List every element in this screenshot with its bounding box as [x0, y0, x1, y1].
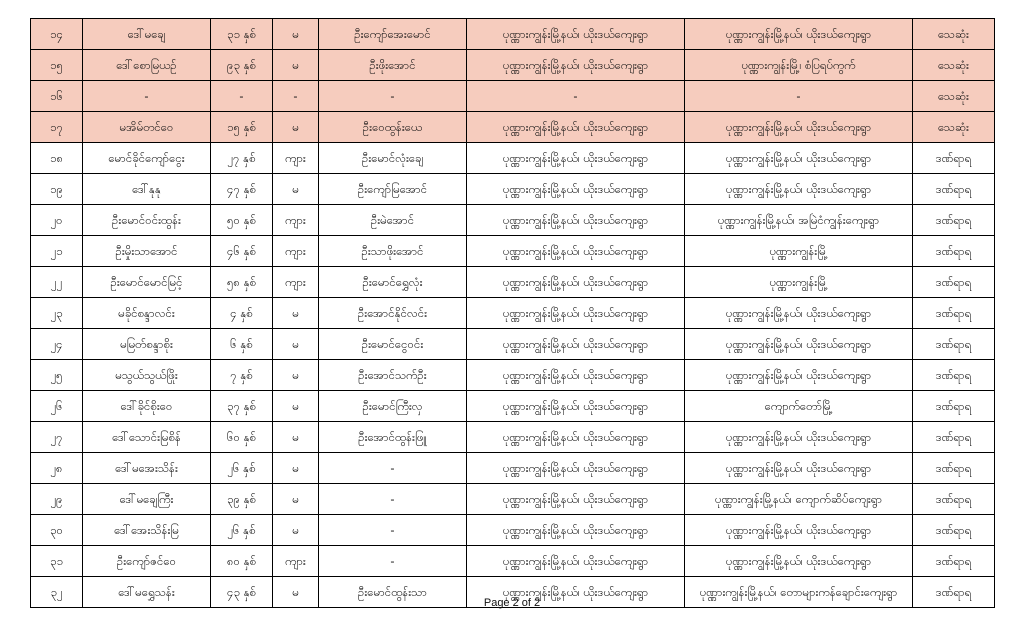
cell-age: ၇ နှစ် [211, 360, 273, 391]
cell-sex: မ [273, 19, 319, 50]
cell-address2: ပုဏ္ဏားကျွန်းမြို့နယ်၊ ယိုးဒယ်ကျေးရွာ [685, 546, 913, 577]
cell-father: ဦးမောင်ငွေဝင်း [319, 329, 467, 360]
cell-address1: ပုဏ္ဏားကျွန်းမြို့နယ်၊ ယိုးဒယ်ကျေးရွာ [467, 50, 685, 81]
cell-name: - [83, 81, 211, 112]
cell-address2: ပုဏ္ဏားကျွန်းမြို့နယ်၊ ယိုးဒယ်ကျေးရွာ [685, 298, 913, 329]
table-row [31, 236, 995, 267]
cell-no: ၂၉ [31, 484, 83, 515]
casualty-table [30, 18, 995, 608]
cell-name: ဦးမောင်ဝင်းထွန်း [83, 205, 211, 236]
cell-name: မောင်ခိုင်ကျော်ငွေး [83, 143, 211, 174]
cell-address2: ကျောက်တော်မြို့ [685, 391, 913, 422]
cell-name: မမြတ်စန္ဒာစိုး [83, 329, 211, 360]
cell-age: ၃၇ နှစ် [211, 391, 273, 422]
cell-name: ဦးမှိုးသာအောင် [83, 236, 211, 267]
table-row [31, 484, 995, 515]
cell-age: ၅၈ နှစ် [211, 267, 273, 298]
cell-no: ၃၀ [31, 515, 83, 546]
cell-address2: ပုဏ္ဏားကျွန်းမြို့နယ်၊ ယိုးဒယ်ကျေးရွာ [685, 174, 913, 205]
cell-sex: မ [273, 50, 319, 81]
cell-status: ဒဏ်ရာရ [913, 329, 995, 360]
cell-no: ၁၉ [31, 174, 83, 205]
cell-sex: မ [273, 577, 319, 608]
cell-status: ဒဏ်ရာရ [913, 453, 995, 484]
cell-name: ဒေါ်မချေ [83, 19, 211, 50]
cell-address1: ပုဏ္ဏားကျွန်းမြို့နယ်၊ ယိုးဒယ်ကျေးရွာ [467, 112, 685, 143]
cell-no: ၂၁ [31, 236, 83, 267]
cell-address2: ပုဏ္ဏားကျွန်းမြို့နယ်၊ ယိုးဒယ်ကျေးရွာ [685, 422, 913, 453]
cell-sex: မ [273, 515, 319, 546]
cell-name: မသွယ်သွယ်ဖြိုး [83, 360, 211, 391]
cell-address1: ပုဏ္ဏားကျွန်းမြို့နယ်၊ ယိုးဒယ်ကျေးရွာ [467, 453, 685, 484]
cell-father: ဦးအောင်နိုင်လင်း [319, 298, 467, 329]
cell-address1: - [467, 81, 685, 112]
cell-father: ဦးကျော်မြအောင် [319, 174, 467, 205]
cell-status: ဒဏ်ရာရ [913, 205, 995, 236]
cell-sex: မ [273, 298, 319, 329]
cell-no: ၂၈ [31, 453, 83, 484]
table-row [31, 298, 995, 329]
cell-father: ဦးမောင်ကြီးလှ [319, 391, 467, 422]
cell-address1: ပုဏ္ဏားကျွန်းမြို့နယ်၊ ယိုးဒယ်ကျေးရွာ [467, 143, 685, 174]
cell-address2: ပုဏ္ဏားကျွန်းမြို့နယ်၊ ယိုးဒယ်ကျေးရွာ [685, 515, 913, 546]
cell-status: ဒဏ်ရာရ [913, 143, 995, 174]
cell-address1: ပုဏ္ဏားကျွန်းမြို့နယ်၊ ယိုးဒယ်ကျေးရွာ [467, 422, 685, 453]
cell-name: မခိုင်စန္ဒာလင်း [83, 298, 211, 329]
cell-age: ၂၆ နှစ် [211, 453, 273, 484]
cell-address2: ပုဏ္ဏားကျွန်းမြို့၊ စံပြရပ်ကွက် [685, 50, 913, 81]
cell-father: - [319, 453, 467, 484]
table-row [31, 81, 995, 112]
cell-age: ၉၃ နှစ် [211, 50, 273, 81]
cell-no: ၁၇ [31, 112, 83, 143]
cell-sex: ကျား [273, 267, 319, 298]
cell-father: ဦးအောင်သက်ဦး [319, 360, 467, 391]
cell-age: ၈၀ နှစ် [211, 546, 273, 577]
table-row [31, 422, 995, 453]
table-row [31, 205, 995, 236]
cell-age: ၃၉ နှစ် [211, 484, 273, 515]
cell-age: ၁၅ နှစ် [211, 112, 273, 143]
table-body [31, 19, 995, 608]
cell-father: ဦးသာဖိုးအောင် [319, 236, 467, 267]
cell-name: ဒေါ်နုနု [83, 174, 211, 205]
cell-status: ဒဏ်ရာရ [913, 577, 995, 608]
cell-name: ဦးမောင်မောင်မြင့် [83, 267, 211, 298]
cell-sex: ကျား [273, 546, 319, 577]
table-row [31, 50, 995, 81]
cell-address2: ပုဏ္ဏားကျွန်းမြို့နယ်၊ တောများကန်ချောင်းကျေးရွာ [685, 577, 913, 608]
cell-address2: ပုဏ္ဏားကျွန်းမြို့နယ်၊ ယိုးဒယ်ကျေးရွာ [685, 329, 913, 360]
cell-age: - [211, 81, 273, 112]
cell-no: ၁၆ [31, 81, 83, 112]
table-row [31, 267, 995, 298]
cell-no: ၁၄ [31, 19, 83, 50]
cell-status: ဒဏ်ရာရ [913, 422, 995, 453]
cell-no: ၃၂ [31, 577, 83, 608]
table-row [31, 453, 995, 484]
cell-age: ၃၁ နှစ် [211, 19, 273, 50]
table-row [31, 112, 995, 143]
table-row [31, 174, 995, 205]
cell-address2: ပုဏ္ဏားကျွန်းမြို့နယ်၊ ယိုးဒယ်ကျေးရွာ [685, 453, 913, 484]
cell-name: မအိမ်တင်ဝေ [83, 112, 211, 143]
cell-father: ဦးမောင်လုံးချေ [319, 143, 467, 174]
cell-address1: ပုဏ္ဏားကျွန်းမြို့နယ်၊ ယိုးဒယ်ကျေးရွာ [467, 577, 685, 608]
cell-address2: ပုဏ္ဏားကျွန်းမြို့နယ်၊ ယိုးဒယ်ကျေးရွာ [685, 360, 913, 391]
cell-address1: ပုဏ္ဏားကျွန်းမြို့နယ်၊ ယိုးဒယ်ကျေးရွာ [467, 391, 685, 422]
cell-father: - [319, 484, 467, 515]
cell-address1: ပုဏ္ဏားကျွန်းမြို့နယ်၊ ယိုးဒယ်ကျေးရွာ [467, 515, 685, 546]
cell-status: ဒဏ်ရာရ [913, 174, 995, 205]
cell-status: သေဆုံး [913, 81, 995, 112]
cell-sex: မ [273, 422, 319, 453]
cell-no: ၂၃ [31, 298, 83, 329]
cell-address1: ပုဏ္ဏားကျွန်းမြို့နယ်၊ ယိုးဒယ်ကျေးရွာ [467, 205, 685, 236]
cell-father: - [319, 81, 467, 112]
cell-address1: ပုဏ္ဏားကျွန်းမြို့နယ်၊ ယိုးဒယ်ကျေးရွာ [467, 174, 685, 205]
cell-father: ဦးမဲအောင် [319, 205, 467, 236]
cell-no: ၂၅ [31, 360, 83, 391]
cell-address2: ပုဏ္ဏားကျွန်းမြို့နယ်၊ ကျောက်ဆိပ်ကျေးရွာ [685, 484, 913, 515]
cell-age: ၆၀ နှစ် [211, 422, 273, 453]
cell-status: သေဆုံး [913, 50, 995, 81]
cell-address1: ပုဏ္ဏားကျွန်းမြို့နယ်၊ ယိုးဒယ်ကျေးရွာ [467, 236, 685, 267]
cell-no: ၂၀ [31, 205, 83, 236]
cell-no: ၂၂ [31, 267, 83, 298]
cell-sex: မ [273, 360, 319, 391]
cell-father: ဦးမောင်ရွှေလုံး [319, 267, 467, 298]
cell-sex: ကျား [273, 143, 319, 174]
page-footer: Page 2 of 2 [483, 597, 541, 609]
cell-name: ဦးကျော်ဇင်ဝေ [83, 546, 211, 577]
cell-address2: ပုဏ္ဏားကျွန်းမြို့နယ်၊ ယိုးဒယ်ကျေးရွာ [685, 112, 913, 143]
cell-father: - [319, 546, 467, 577]
cell-sex: မ [273, 484, 319, 515]
cell-name: ဒေါ်သောင်းမြစိန် [83, 422, 211, 453]
table-row [31, 391, 995, 422]
cell-no: ၁၈ [31, 143, 83, 174]
cell-status: ဒဏ်ရာရ [913, 546, 995, 577]
cell-address1: ပုဏ္ဏားကျွန်းမြို့နယ်၊ ယိုးဒယ်ကျေးရွာ [467, 329, 685, 360]
cell-father: ဦးဖိုးအောင် [319, 50, 467, 81]
cell-sex: - [273, 81, 319, 112]
cell-status: ဒဏ်ရာရ [913, 391, 995, 422]
cell-sex: မ [273, 329, 319, 360]
table-row [31, 515, 995, 546]
cell-age: ၂၆ နှစ် [211, 515, 273, 546]
cell-sex: ကျား [273, 205, 319, 236]
cell-age: ၂၇ နှစ် [211, 143, 273, 174]
table-row [31, 19, 995, 50]
cell-address1: ပုဏ္ဏားကျွန်းမြို့နယ်၊ ယိုးဒယ်ကျေးရွာ [467, 267, 685, 298]
cell-address2: ပုဏ္ဏားကျွန်းမြို့နယ်၊ ယိုးဒယ်ကျေးရွာ [685, 19, 913, 50]
cell-status: ဒဏ်ရာရ [913, 267, 995, 298]
cell-father: ဦးကျော်အေးမောင် [319, 19, 467, 50]
cell-no: ၂၆ [31, 391, 83, 422]
cell-status: သေဆုံး [913, 19, 995, 50]
cell-sex: ကျား [273, 236, 319, 267]
cell-father: ဦးဝေထွန်းယေ [319, 112, 467, 143]
table-row [31, 143, 995, 174]
cell-no: ၂၄ [31, 329, 83, 360]
cell-sex: မ [273, 112, 319, 143]
cell-age: ၄၃ နှစ် [211, 577, 273, 608]
cell-status: ဒဏ်ရာရ [913, 236, 995, 267]
cell-address1: ပုဏ္ဏားကျွန်းမြို့နယ်၊ ယိုးဒယ်ကျေးရွာ [467, 484, 685, 515]
cell-sex: မ [273, 391, 319, 422]
cell-no: ၃၁ [31, 546, 83, 577]
cell-address1: ပုဏ္ဏားကျွန်းမြို့နယ်၊ ယိုးဒယ်ကျေးရွာ [467, 19, 685, 50]
cell-age: ၅၀ နှစ် [211, 205, 273, 236]
cell-sex: မ [273, 453, 319, 484]
cell-address2: ပုဏ္ဏားကျွန်းမြို့ [685, 236, 913, 267]
cell-name: ဒေါ်မအေးသိန်း [83, 453, 211, 484]
cell-address2: - [685, 81, 913, 112]
cell-age: ၄ နှစ် [211, 298, 273, 329]
cell-status: ဒဏ်ရာရ [913, 515, 995, 546]
cell-address2: ပုဏ္ဏားကျွန်းမြို့နယ်၊ အမြဲငံကျွန်းကျေးရွာ [685, 205, 913, 236]
cell-address1: ပုဏ္ဏားကျွန်းမြို့နယ်၊ ယိုးဒယ်ကျေးရွာ [467, 360, 685, 391]
cell-age: ၄၆ နှစ် [211, 236, 273, 267]
cell-age: ၄၇ နှစ် [211, 174, 273, 205]
cell-status: ဒဏ်ရာရ [913, 484, 995, 515]
cell-status: ဒဏ်ရာရ [913, 360, 995, 391]
cell-name: ဒေါ်အေးသိန်းမြ [83, 515, 211, 546]
table-row [31, 546, 995, 577]
cell-sex: မ [273, 174, 319, 205]
cell-address2: ပုဏ္ဏားကျွန်းမြို့နယ်၊ ယိုးဒယ်ကျေးရွာ [685, 143, 913, 174]
cell-address1: ပုဏ္ဏားကျွန်းမြို့နယ်၊ ယိုးဒယ်ကျေးရွာ [467, 298, 685, 329]
cell-father: ဦးအောင်ထွန်းဖြူ [319, 422, 467, 453]
cell-address1: ပုဏ္ဏားကျွန်းမြို့နယ်၊ ယိုးဒယ်ကျေးရွာ [467, 546, 685, 577]
cell-father: ဦးမောင်ထွန်းသာ [319, 577, 467, 608]
cell-no: ၂၇ [31, 422, 83, 453]
cell-name: ဒေါ်ခိုင်စိုးဝေ [83, 391, 211, 422]
table-row [31, 329, 995, 360]
cell-name: ဒေါ်စောမြယဉ် [83, 50, 211, 81]
cell-father: - [319, 515, 467, 546]
cell-status: သေဆုံး [913, 112, 995, 143]
cell-name: ဒေါ်မချေကြီး [83, 484, 211, 515]
cell-status: ဒဏ်ရာရ [913, 298, 995, 329]
table-row [31, 360, 995, 391]
cell-age: ၆ နှစ် [211, 329, 273, 360]
cell-address2: ပုဏ္ဏားကျွန်းမြို့ [685, 267, 913, 298]
cell-no: ၁၅ [31, 50, 83, 81]
cell-name: ဒေါ်မရွှေသန်း [83, 577, 211, 608]
